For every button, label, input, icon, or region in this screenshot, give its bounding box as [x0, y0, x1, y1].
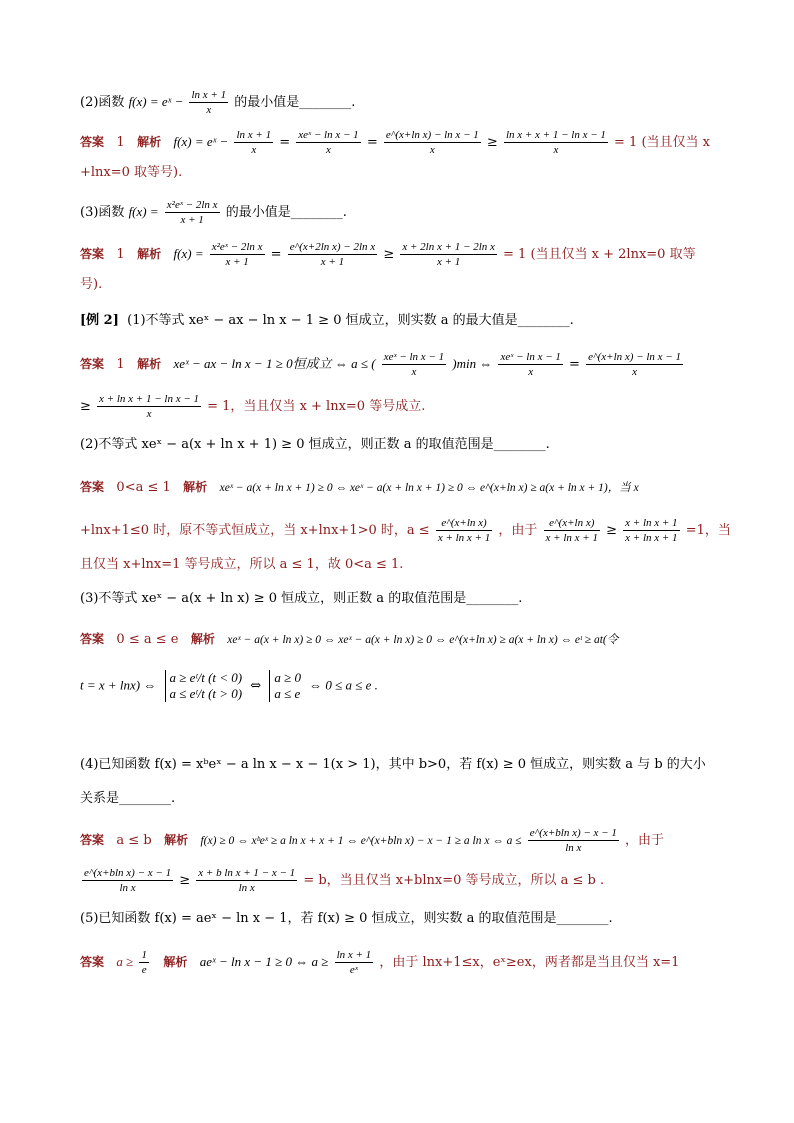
answer-3-continued: 号).	[80, 277, 103, 292]
example-2-answer-3-line2: t = x + lnx) ⇔ a ≥ eᵗ/t (t < 0) a ≤ eᵗ/t (t > 0) ⇔ a ≥ 0 a ≤ e ⇔ 0 ≤ a ≤ e .	[80, 670, 378, 701]
question-2	[80, 88, 720, 117]
example-2-q4-continued: 关系是________.	[80, 791, 176, 806]
example-2-answer-1: 答案 1 解析 xeˣ − ax − ln x − 1 ≥ 0恒成立 ⇔ a ≤ ( $\frac{\text{xeˣ − ln x − 1}}{x}$ )min ⇔ $\frac{\text{xeˣ − ln x − 1}}{x}$ = $\frac{\text{e\textasciicircum{}(x+ln x) − ln x − 1}}{x}$	[80, 351, 681, 378]
answer-2-continued: +lnx=0 取等号).	[80, 165, 183, 180]
example-2-answer-2-line3: 且仅当 x+lnx=1 等号成立，所以 a ≤ 1，故 0<a ≤ 1.	[80, 557, 404, 572]
q2-tail: 的最小值是________.	[234, 95, 356, 110]
piecewise-brace-2: a ≥ 0 a ≤ e	[269, 670, 301, 702]
answer-2: 答案 1 解析 f(x) = eˣ − $\frac{\text{ln x + 1}}{x}$ = $\frac{\text{xeˣ − ln x − 1}}{x}$ = $\frac{\text{e\textasciicircum{}(x+ln x) − ln x − 1}}{x}$ ≥ $\frac{\text{ln x + x + 1 − ln x − 1}}{x}$ = 1 (当且仅当 x	[80, 129, 710, 156]
q2-fraction: $\frac{\text{ln x + 1}}{x}$	[191, 89, 227, 116]
example-2-q4: (4)已知函数 f(x) = xᵇeˣ − a ln x − x − 1(x > 1)，其中 b>0，若 f(x) ≥ 0 恒成立，则实数 a 与 b 的大小	[80, 757, 706, 772]
example-2-q2: (2)不等式 xeˣ − a(x + ln x + 1) ≥ 0 恒成立，则正数 a 的取值范围是________.	[80, 437, 550, 452]
example-2-answer-3: 答案 0 ≤ a ≤ e 解析 xeˣ − a(x + ln x) ≥ 0 ⇔ xeˣ − a(x + ln x) ≥ 0 ⇔ e^(x+ln x) ≥ a(x + ln x) ⇔ eᵗ ≥ at(令	[80, 632, 619, 647]
piecewise-brace-1: a ≥ eᵗ/t (t < 0) a ≤ eᵗ/t (t > 0)	[165, 670, 243, 702]
example-2-answer-5: 答案 a ≥ $\frac{1}{e}$ 解析 aeˣ − ln x − 1 ≥ 0 ⇔ a ≥ $\frac{\text{ln x + 1}}{\text{eˣ}}$ ，由于 lnx+1≤x，eˣ≥ex，两者都是当且仅当 x=1	[80, 949, 680, 976]
example-2-q1: [例 2] (1)不等式 xeˣ − ax − ln x − 1 ≥ 0 恒成立，则实数 a 的最大值是________.	[80, 313, 574, 328]
example-2-q5: (5)已知函数 f(x) = aeˣ − ln x − 1，若 f(x) ≥ 0 恒成立，则实数 a 的取值范围是________.	[80, 911, 613, 926]
example-label: [例 2]	[80, 313, 119, 328]
q2-label: (2)函数	[80, 95, 125, 110]
answer-tag: 答案	[80, 135, 105, 149]
analysis-tag: 解析	[137, 135, 162, 149]
example-2-answer-4: 答案 a ≤ b 解析 f(x) ≥ 0 ⇔ xᵇeˣ ≥ a ln x + x + 1 ⇔ e^(x+bln x) − x − 1 ≥ a ln x ⇔ a ≤ $\frac{\text{e\textasciicircum{}(x+bln x) − x − 1}}{\text{ln x}}$ ，由于	[80, 827, 664, 854]
example-2-answer-1-line2: ≥ $\frac{\text{x + ln x + 1 − ln x − 1}}{x}$ = 1，当且仅当 x + lnx=0 等号成立.	[80, 393, 426, 420]
answer-3: 答案 1 解析 f(x) = $\frac{\text{x²eˣ − 2ln x}}{x + 1}$ = $\frac{\text{e\textasciicircum{}(x+2ln x) − 2ln x}}{x + 1}$ ≥ $\frac{\text{x + 2ln x + 1 − 2ln x}}{x + 1}$ = 1 (当且仅当 x + 2lnx=0 取等	[80, 241, 696, 268]
example-2-answer-2-line2: +lnx+1≤0 时，原不等式恒成立，当 x+lnx+1>0 时，a ≤ $\frac{\text{e\textasciicircum{}(x+ln x)}}{\text{x + ln x + 1}}$ ，由于 $\frac{\text{e\textasciicircum{}(x+ln x)}}{\text{x + ln x + 1}}$ ≥ $\frac{\text{x + ln x + 1}}{\text{x + ln x + 1}}$ =1，当	[80, 517, 731, 544]
example-2-answer-2: 答案 0<a ≤ 1 解析 xeˣ − a(x + ln x + 1) ≥ 0 ⇔ xeˣ − a(x + ln x + 1) ≥ 0 ⇔ e^(x+ln x) ≥ a(x + ln x + 1)，当 x	[80, 480, 639, 495]
answer-value: 1	[116, 135, 125, 150]
example-2-answer-4-line2: $\frac{\text{e\textasciicircum{}(x+bln x) − x − 1}}{\text{ln x}}$ ≥ $\frac{\text{x + b ln x + 1 − x − 1}}{\text{ln x}}$ = b，当且仅当 x+blnx=0 等号成立，所以 a ≤ b .	[84, 867, 605, 894]
q2-expr: f(x) = eˣ −	[128, 94, 184, 109]
example-2-q3: (3)不等式 xeˣ − a(x + ln x) ≥ 0 恒成立，则正数 a 的取值范围是________.	[80, 591, 523, 606]
question-3: (3)函数 f(x) = $\frac{\text{x²eˣ − 2ln x}}{x + 1}$ 的最小值是________.	[80, 199, 347, 226]
